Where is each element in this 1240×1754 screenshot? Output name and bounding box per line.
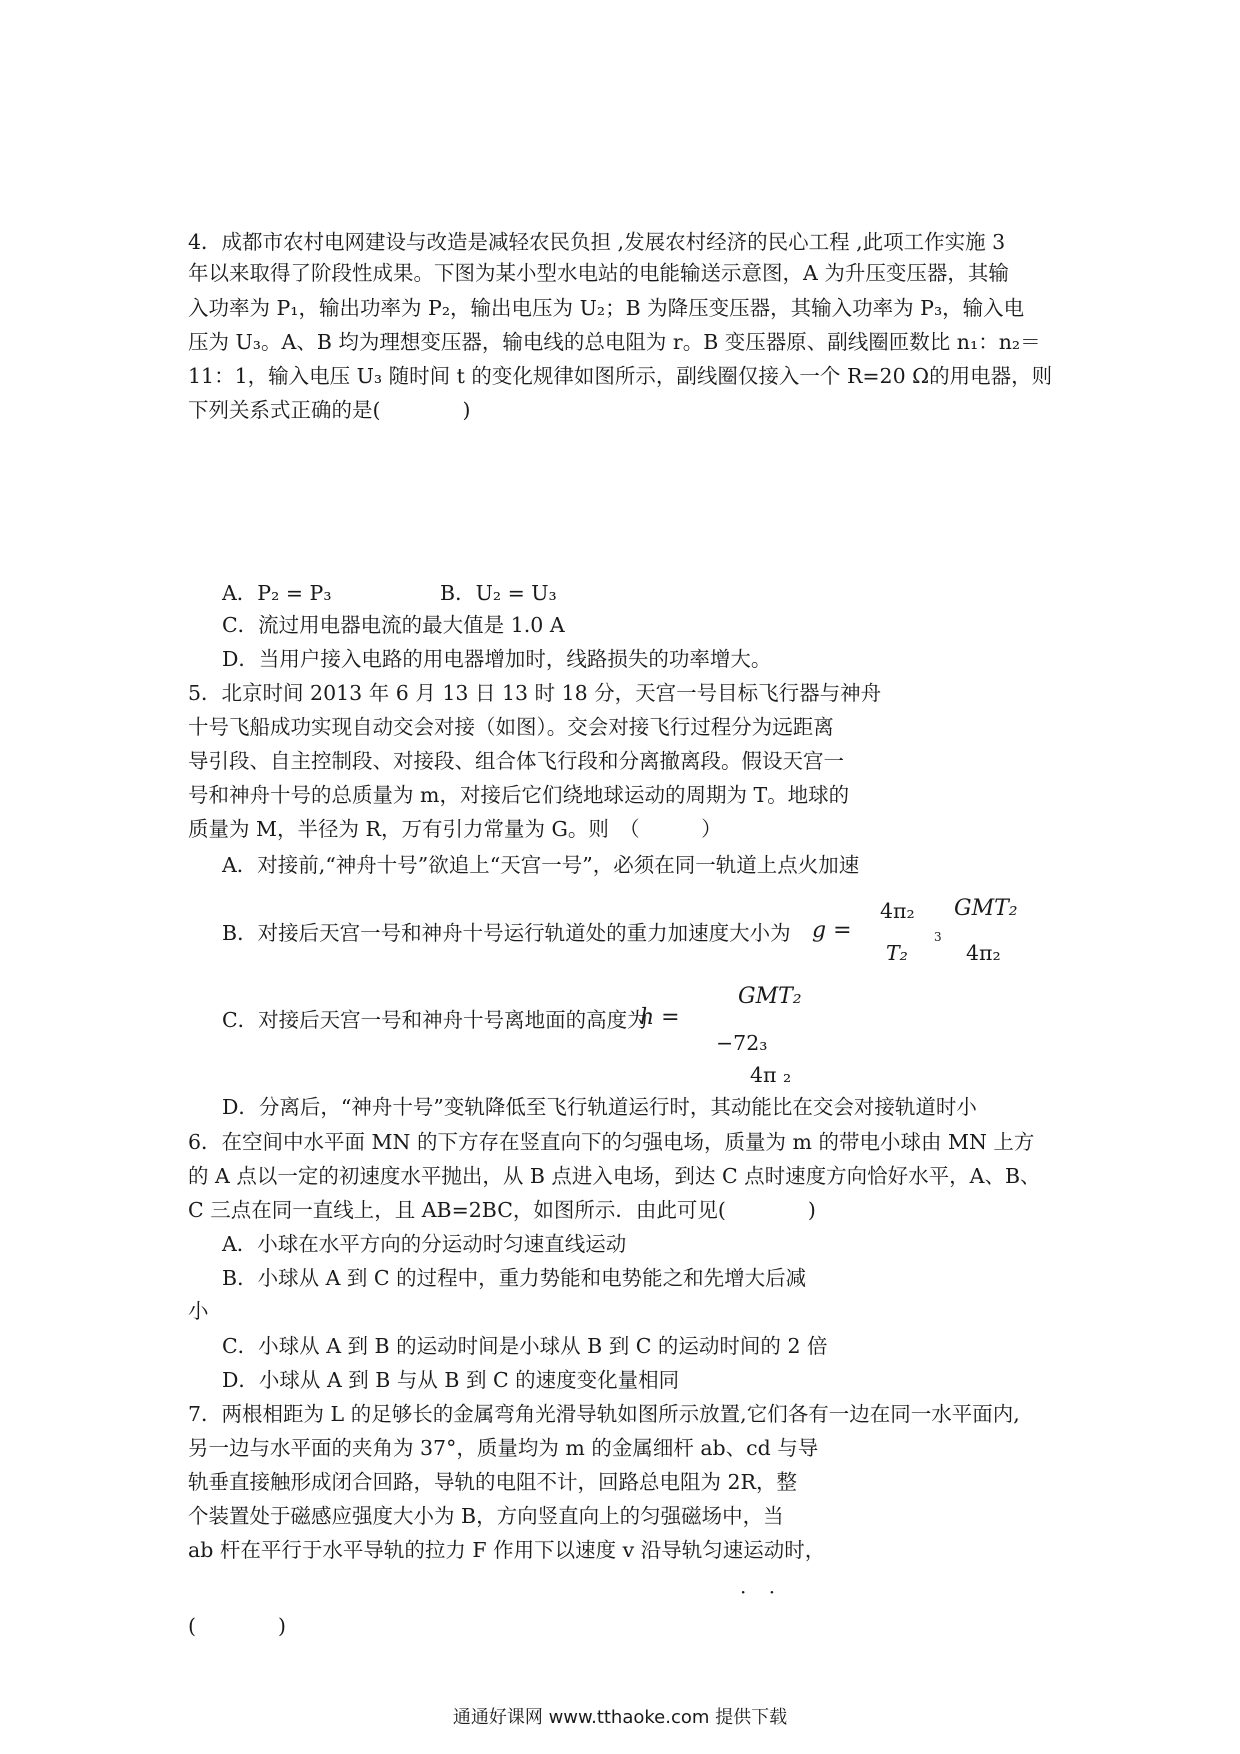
q4-line-1: 4．成都市农村电网建设与改造是减轻农民负担 ,发展农村经济的民心工程 ,此项工作实施 3: [188, 230, 1006, 254]
q4-option-b: B．U₂ = U₃: [440, 581, 557, 605]
formula-cube-root-index: 3: [934, 930, 942, 944]
q5-option-b-text: B．对接后天宫一号和神舟十号运行轨道处的重力加速度大小为: [222, 921, 791, 945]
q4-line-6: 下列关系式正确的是( ): [188, 398, 471, 422]
q7-line-5: ab 杆在平行于水平导轨的拉力 F 作用下以速度 v 沿导轨匀速运动时，: [188, 1538, 826, 1562]
formula-den-2: 4π₂: [966, 941, 1001, 965]
q6-line-2: 的 A 点以一定的初速度水平抛出，从 B 点进入电场，到达 C 点时速度方向恰好水平，A、B、: [188, 1164, 1041, 1188]
formula-c-num: GMT₂: [738, 984, 802, 1009]
q5-line-2: 十号飞船成功实现自动交会对接（如图）。交会对接飞行过程分为远距离: [188, 715, 834, 739]
formula-den-1: T₂: [886, 941, 908, 965]
q4-line-5: 11：1，输入电压 U₃ 随时间 t 的变化规律如图所示，副线圈仅接入一个 R=20 Ω的用电器，则: [188, 364, 1053, 388]
q6-line-3: C 三点在同一直线上，且 AB=2BC，如图所示．由此可见( ): [188, 1198, 816, 1222]
q5-line-4: 号和神舟十号的总质量为 m，对接后它们绕地球运动的周期为 T。地球的: [188, 783, 850, 807]
q6-option-b-continued: 小: [188, 1299, 209, 1323]
q6-line-1: 6．在空间中水平面 MN 的下方存在竖直向下的匀强电场，质量为 m 的带电小球由 MN 上方: [188, 1130, 1035, 1154]
q4-line-2: 年以来取得了阶段性成果。下图为某小型水电站的电能输送示意图，A 为升压变压器，其输: [188, 261, 1009, 285]
q7-emphasis-dots: · ·: [740, 1580, 784, 1604]
q5-option-c-text: C．对接后天宫一号和神舟十号离地面的高度为: [222, 1008, 648, 1032]
q5-line-3: 导引段、自主控制段、对接段、组合体飞行段和分离撤离段。假设天宫一: [188, 749, 844, 773]
q4-line-4: 压为 U₃。A、B 均为理想变压器，输电线的总电阻为 r。B 变压器原、副线圈匝数比 n₁：n₂＝: [188, 330, 1041, 354]
q4-option-d: D．当用户接入电路的用电器增加时，线路损失的功率增大。: [222, 647, 772, 671]
q5-line-1: 5．北京时间 2013 年 6 月 13 日 13 时 18 分，天宫一号目标飞行器与神舟: [188, 681, 882, 705]
q4-line-3: 入功率为 P₁，输出功率为 P₂，输出电压为 U₂；B 为降压变压器，其输入功率为 P₃，输入电: [188, 296, 1025, 320]
formula-c-mid: −72₃: [716, 1031, 768, 1055]
q6-option-d: D．小球从 A 到 B 与从 B 到 C 的速度变化量相同: [222, 1368, 680, 1392]
q6-option-c: C．小球从 A 到 B 的运动时间是小球从 B 到 C 的运动时间的 2 倍: [222, 1334, 828, 1358]
q6-option-a: A．小球在水平方向的分运动时匀速直线运动: [222, 1232, 627, 1256]
q7-line-2: 另一边与水平面的夹角为 37°，质量均为 m 的金属细杆 ab、cd 与导: [188, 1436, 819, 1460]
page-footer: 通通好课网 www.tthaoke.com 提供下载: [452, 1707, 788, 1728]
q7-line-1: 7．两根相距为 L 的足够长的金属弯角光滑导轨如图所示放置,它们各有一边在同一水平面内,: [188, 1402, 1020, 1426]
q7-line-4: 个装置处于磁感应强度大小为 B，方向竖直向上的匀强磁场中，当: [188, 1504, 784, 1528]
q7-line-3: 轨垂直接触形成闭合回路，导轨的电阻不计，回路总电阻为 2R，整: [188, 1470, 797, 1494]
q6-option-b: B．小球从 A 到 C 的过程中，重力势能和电势能之和先增大后减: [222, 1266, 807, 1290]
q4-option-a: A．P₂ = P₃: [222, 581, 332, 605]
q5-option-d: D．分离后，“神舟十号”变轨降低至飞行轨道运行时，其动能比在交会对接轨道时小: [222, 1095, 977, 1119]
q7-answer-bracket: ( ): [188, 1614, 286, 1638]
formula-num-2: GMT₂: [954, 896, 1018, 921]
formula-g: g =: [812, 918, 852, 943]
formula-h: h =: [640, 1005, 680, 1030]
formula-num-1: 4π₂: [880, 899, 915, 923]
q4-option-c: C．流过用电器电流的最大值是 1.0 A: [222, 613, 565, 637]
q5-option-a: A．对接前,“神舟十号”欲追上“天宫一号”，必须在同一轨道上点火加速: [222, 853, 860, 877]
q5-line-5: 质量为 M，半径为 R，万有引力常量为 G。则 （ ）: [188, 817, 722, 841]
formula-c-den: 4π ₂: [750, 1063, 792, 1087]
